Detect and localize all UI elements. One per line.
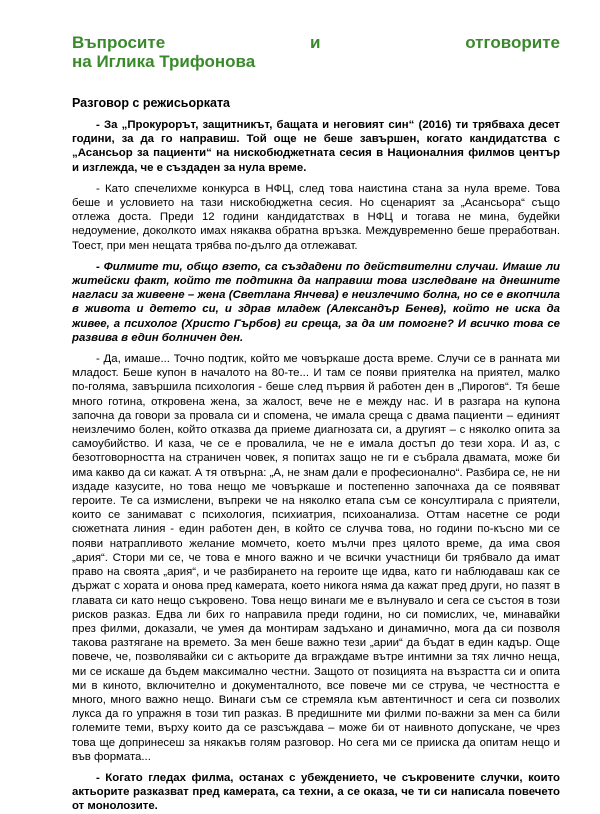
- article-title: [72, 33, 560, 71]
- answer-paragraph-1: - Като спечелихме конкурса в НФЦ, след това наистина стана за нула време. Това беше и условието на тази нискобюджетна сесия. Но сценарият за „Асансьора“ също отлежа доста. Преди 12 години кандидатствах в НФЦ и тогава не мина, будейки недоумение, доколкото имах някаква обратна връзка. Междувременно беше преработван. Тоест, при мен нещата трябва по-дълго да отлежават.: [72, 182, 560, 252]
- answer-paragraph-2: - Да, имаше... Точно подтик, който ме човъркаше доста време. Случи се в ранната ми младост. Беше купон в началото на 80-те... И там се появи приятелка на приятел, малко по-голяма, завършила психология - беше след първия й работен ден в „Пирогов“. Тя беше много готина, откровена жена, за жалост, вече не е между нас. И в разгара на купона започна да говори за провала си и спомена, че имала среща с двама пациенти – единият неизлечимо болен, който отказва да приеме диагнозата си, а другият – с няколко опита за самоубийство. И каза, че се е провалила, че не е имала достъп до тези хора. И аз, с безотговорността на страничен човек, я попитах защо не ги е събрала двамата, може би има какво да си кажат. А тя отвърна: „А, не знам дали е професионално“. Разбира се, не ни издаде казусите, но това нещо ме човъркаше и постепенно започнаха да се появяват героите. Те са измислени, въпреки че на няколко етапа съм се консултирала с приятели, които се занимават с психология, психиатрия, психоанализа. Оттам насетне се роди сюжетната линия - един работен ден, в който се случва това, но години по-късно ми се появи натрапливото желание момчето, което мълчи през цялото време, да има своя „ария“. Стори ми се, че това е много важно и че всички участници би трябвало да имат право на своята „ария“, и че разбирането на героите ще идва, като ги наблюдаваш как се държат с хората и онова пред камерата, което никога няма да кажат пред други, но пазят в главата си като нещо съкровено. Това нещо винаги ме е вълнувало и сега се състоя в този рисков разказ. Едва ли бих го направила преди години, но си помислих, че, минавайки през филми, доказали, че умея да монтирам задъхано и динамично, мога да си позволя такова разтягане на времето. За мен беше важно тези „арии“ да бъдат в един кадър. Още повече, че, позволявайки си с актьорите да вграждаме вътре интимни за тях лично неща, ми се искаше да бъдем максимално честни. Защото от позицията на възрастта си и опита ми в киното, включително и документалното, все повече ми се струва, че честността е много, много важно нещо. Винаги съм се стремяла към автентичност и сега си позволих лукса да го упражня в този тип разказ. В предишните ми филми по-важни за мен са били големите теми, върху които да се разсъждава – може би от наивното допускане, че чрез това ще допринесеш за някакъв голям разговор. Но сега ми се прииска да опитам нещо и във формата...: [72, 353, 560, 763]
- question-paragraph-1: - За „Прокурорът, защитникът, бащата и неговият син“ (2016) ти трябваха десет години, за да го направиш. Той още не беше завършен, когато кандидатства с „Асансьор за пациенти“ на нискобюджетната сесия в Националния филмов център и изглежда, че е създаден за нула време.: [72, 119, 560, 174]
- question-paragraph-2: - Филмите ти, общо взето, са създадени по действителни случаи. Имаше ли житейски факт, който те подтикна да направиш това изследване на днешните нагласи за живеене – жена (Светлана Янчева) е неизлечимо болна, но се е вкопчила в живота и детето си, и здрав младеж (Александър Бенев), който не иска да живее, а психолог (Христо Гърбов) ги среща, за да им помогне? И всичко това се развива в един болничен ден.: [72, 260, 560, 344]
- article-subtitle: Разговор с режисьорката: [72, 96, 231, 110]
- article-body: [72, 118, 560, 814]
- title-line-1: [72, 33, 560, 52]
- question-paragraph-3: - Когато гледах филма, останах с убеждението, че съкровените случки, които актьорите разказват пред камерата, са техни, а се оказа, че ти си написала повечето от монолозите.: [72, 771, 560, 813]
- title-word-answers: отговорите: [465, 33, 560, 52]
- title-word-questions: Въпросите: [72, 33, 166, 52]
- title-line-2: на Иглика Трифонова: [72, 52, 256, 71]
- title-word-and: и: [309, 33, 321, 52]
